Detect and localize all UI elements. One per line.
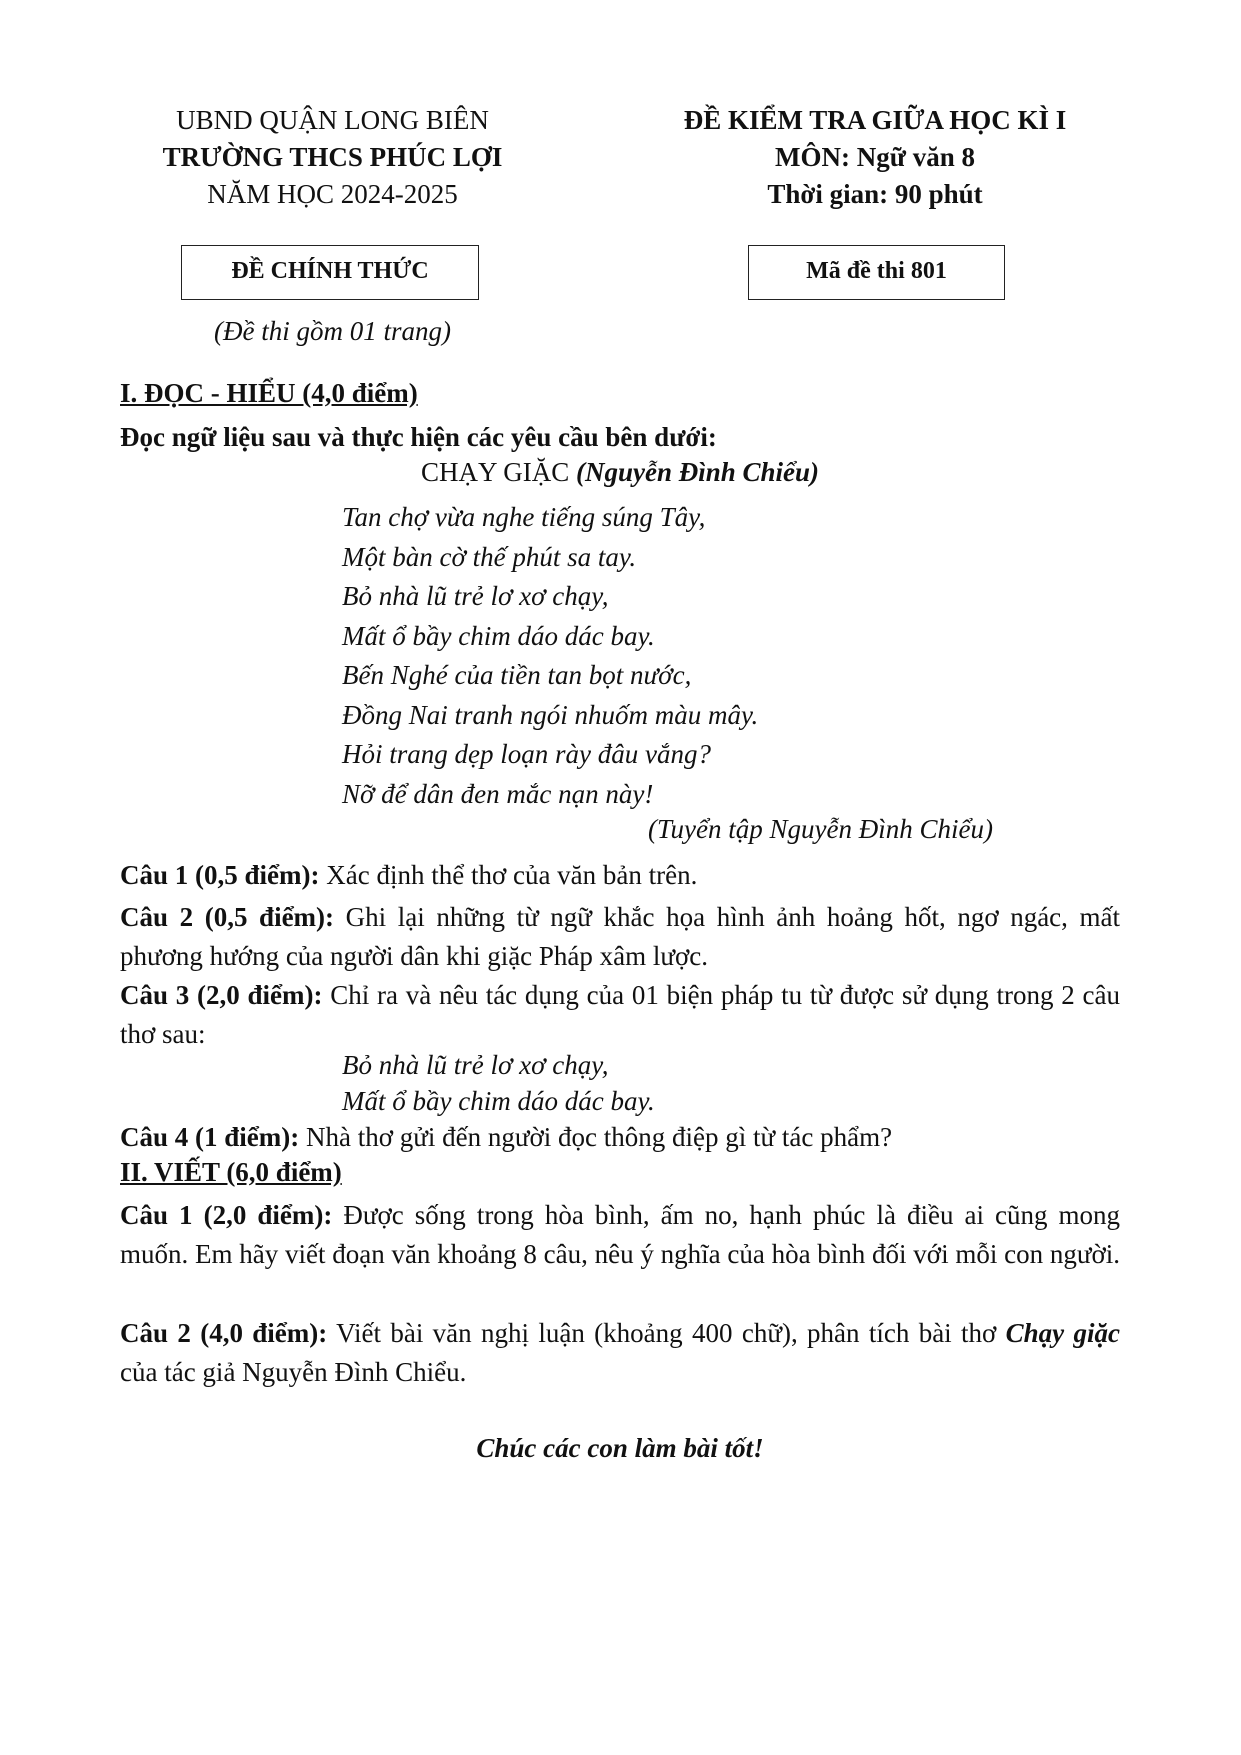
poem-line: Mất ổ bầy chim dáo dác bay. xyxy=(342,620,655,651)
question-label: Câu 4 (1 điểm): xyxy=(120,1122,300,1152)
exam-title: ĐỀ KIỂM TRA GIỮA HỌC KÌ I xyxy=(683,105,1067,135)
header-left xyxy=(120,102,545,213)
poem-source: (Tuyển tập Nguyễn Đình Chiểu) xyxy=(648,814,993,844)
question-label: Câu 1 (0,5 điểm): xyxy=(120,860,320,890)
question-text: Chỉ ra và nêu tác dụng của 01 biện pháp tu từ được sử dụng trong 2 câu thơ sau: xyxy=(120,980,1120,1049)
poem-line: Bỏ nhà lũ trẻ lơ xơ chạy, xyxy=(342,581,609,611)
question-2-2 xyxy=(120,1314,1120,1392)
poem-line: Một bàn cờ thế phút sa tay. xyxy=(342,541,637,572)
exam-duration: Thời gian: 90 phút xyxy=(767,179,983,209)
quoted-poem-lines xyxy=(342,1047,655,1119)
section1-instruction: Đọc ngữ liệu sau và thực hiện các yêu cầu bên dưới: xyxy=(120,422,717,452)
exam-code-label: Mã đề thi 801 xyxy=(806,258,947,284)
poem-line: Tan chợ vừa nghe tiếng súng Tây, xyxy=(342,502,706,532)
question-1-1 xyxy=(120,856,1120,895)
question-2-1 xyxy=(120,1196,1120,1274)
question-label: Câu 1 (2,0 điểm): xyxy=(120,1200,333,1230)
question-1-2 xyxy=(120,898,1120,976)
header-right xyxy=(640,102,1110,213)
question-1-3 xyxy=(120,976,1120,1054)
quote-line: Bỏ nhà lũ trẻ lơ xơ chạy, xyxy=(342,1050,609,1080)
district-name: UBND QUẬN LONG BIÊN xyxy=(176,105,489,135)
section2-title: II. VIẾT (6,0 điểm) xyxy=(120,1157,342,1187)
official-exam-label: ĐỀ CHÍNH THỨC xyxy=(231,258,429,284)
exam-subject: MÔN: Ngữ văn 8 xyxy=(775,142,975,172)
question-text-end: của tác giả Nguyễn Đình Chiểu. xyxy=(120,1357,467,1387)
question-text: Viết bài văn nghị luận (khoảng 400 chữ), phân tích bài thơ xyxy=(327,1318,1006,1348)
official-exam-box xyxy=(181,245,479,300)
quote-line: Mất ổ bầy chim dáo dác bay. xyxy=(342,1086,655,1116)
poem-line: Bến Nghé của tiền tan bọt nước, xyxy=(342,660,692,690)
question-text: Xác định thể thơ của văn bản trên. xyxy=(319,860,698,890)
poem-line: Nỡ để dân đen mắc nạn này! xyxy=(342,778,654,809)
school-name: TRƯỜNG THCS PHÚC LỢI xyxy=(162,142,503,172)
closing-wish: Chúc các con làm bài tốt! xyxy=(476,1433,764,1463)
poem-title: CHẠY GIẶC xyxy=(420,457,570,487)
question-text: Nhà thơ gửi đến người đọc thông điệp gì từ tác phẩm? xyxy=(299,1122,893,1152)
poem-line: Đồng Nai tranh ngói nhuốm màu mây. xyxy=(342,699,759,730)
page-count-note: (Đề thi gồm 01 trang) xyxy=(214,316,451,346)
question-label: Câu 2 (0,5 điểm): xyxy=(120,902,335,932)
poem-heading xyxy=(120,457,1120,488)
question-label: Câu 3 (2,0 điểm): xyxy=(120,980,323,1010)
question-1-4 xyxy=(120,1118,1120,1157)
question-label: Câu 2 (4,0 điểm): xyxy=(120,1318,328,1348)
school-year: NĂM HỌC 2024-2025 xyxy=(207,179,458,209)
section1-title: I. ĐỌC - HIỂU (4,0 điểm) xyxy=(120,378,418,408)
poem-title-emphasis: Chạy giặc xyxy=(1005,1318,1120,1348)
poem-line: Hỏi trang dẹp loạn rày đâu vắng? xyxy=(342,739,711,769)
poem-author: (Nguyễn Đình Chiểu) xyxy=(575,457,820,487)
poem-body xyxy=(342,498,758,814)
question-text: Được sống trong hòa bình, ấm no, hạnh phúc là điều ai cũng mong muốn. Em hãy viết đoạn văn khoảng 8 câu, nêu ý nghĩa của hòa bình đối với mỗi con người. xyxy=(120,1200,1121,1269)
question-text: Ghi lại những từ ngữ khắc họa hình ảnh hoảng hốt, ngơ ngác, mất phương hướng của người dân khi giặc Pháp xâm lược. xyxy=(120,902,1121,971)
exam-code-box xyxy=(748,245,1005,300)
